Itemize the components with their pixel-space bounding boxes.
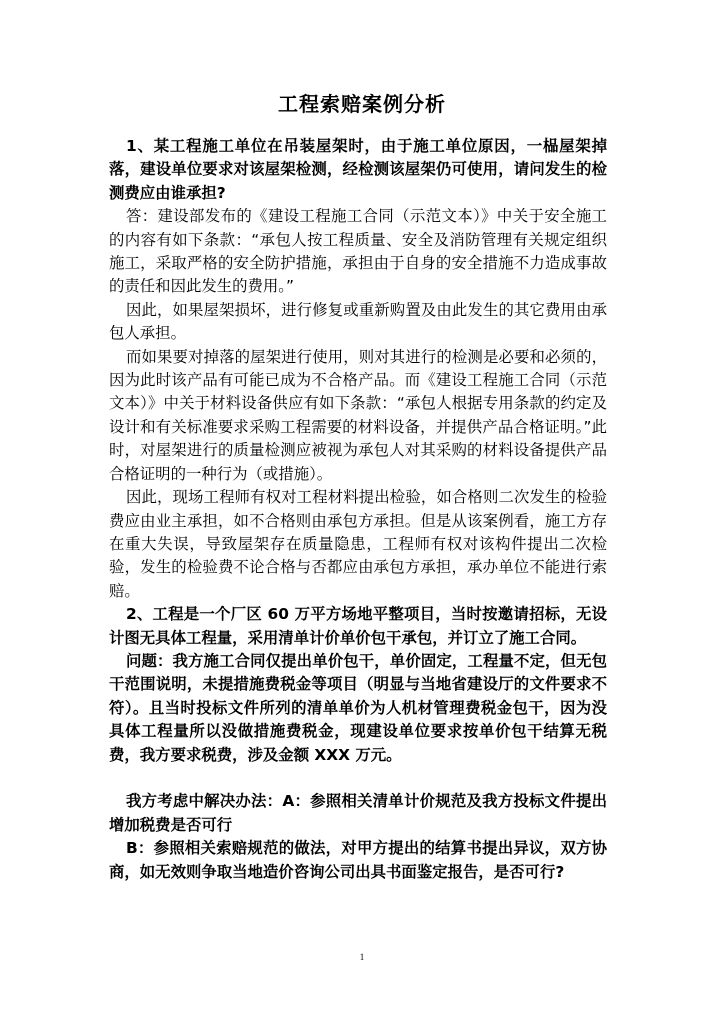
case2-solution-a: 我方考虑中解决办法：A：参照相关清单计价规范及我方投标文件提出增加税费是否可行	[109, 792, 607, 834]
case1-question: 1、某工程施工单位在吊装屋架时，由于施工单位原因，一榀屋架掉落，建设单位要求对该屋架检测，经检测该屋架仍可使用，请问发生的检测费应由谁承担?	[109, 137, 607, 202]
document-title: 工程索赔案例分析	[278, 92, 446, 116]
paragraph-spacer	[109, 767, 607, 790]
document-body	[109, 135, 607, 884]
case2-solution-b: B：参照相关索赔规范的做法，对甲方提出的结算书提出异议，双方协商，如无效则争取当地造价咨询公司出具书面鉴定报告，是否可行?	[109, 839, 607, 881]
case1-answer: 答：建设部发布的《建设工程施工合同（示范文本）》中关于安全施工的内容有如下条款：“承包人按工程质量、安全及消防管理有关规定组织施工，采取严格的安全防护措施，承担由于自身的安全措施不力造成事故的责任和因此发生的费用。”	[109, 207, 607, 296]
case1-conclusion-2: 因此，现场工程师有权对工程材料提出检验，如合格则二次发生的检验费应由业主承担，如不合格则由承包方承担。但是从该案例看，施工方存在重大失误，导致屋架存在质量隐患，工程师有权对该构件提出二次检验，发生的检验费不论合格与否都应由承包方承担，承办单位不能进行索赔。	[109, 488, 607, 600]
page-number: 1	[359, 952, 365, 962]
case2-problem: 问题：我方施工合同仅提出单价包干，单价固定，工程量不定，但无包干范围说明，未提措施费税金等项目（明显与当地省建设厅的文件要求不符）。且当时投标文件所列的清单单价为人机材管理费税金包干，因为没具体工程量所以没做措施费税金，现建设单位要求按单价包干结算无税费，我方要求税费，涉及金额 XXX 万元。	[109, 651, 607, 764]
case1-conclusion-1: 因此，如果屋架损坏，进行修复或重新购置及由此发生的其它费用由承包人承担。	[109, 300, 607, 343]
case1-analysis: 而如果要对掉落的屋架进行使用，则对其进行的检测是必要和必须的，因为此时该产品有可能已成为不合格产品。而《建设工程施工合同（示范文本）》中关于材料设备供应有如下条款：“承包人根据专用条款的约定及设计和有关标准要求采购工程需要的材料设备，并提供产品合格证明。”此时，对屋架进行的质量检测应被视为承包人对其采购的材料设备提供产品合格证明的一种行为（或措施）。	[109, 347, 607, 483]
case2-description: 2、工程是一个厂区 60 万平方场地平整项目，当时按邀请招标，无设计图无具体工程量，采用清单计价单价包干承包，并订立了施工合同。	[109, 605, 607, 647]
